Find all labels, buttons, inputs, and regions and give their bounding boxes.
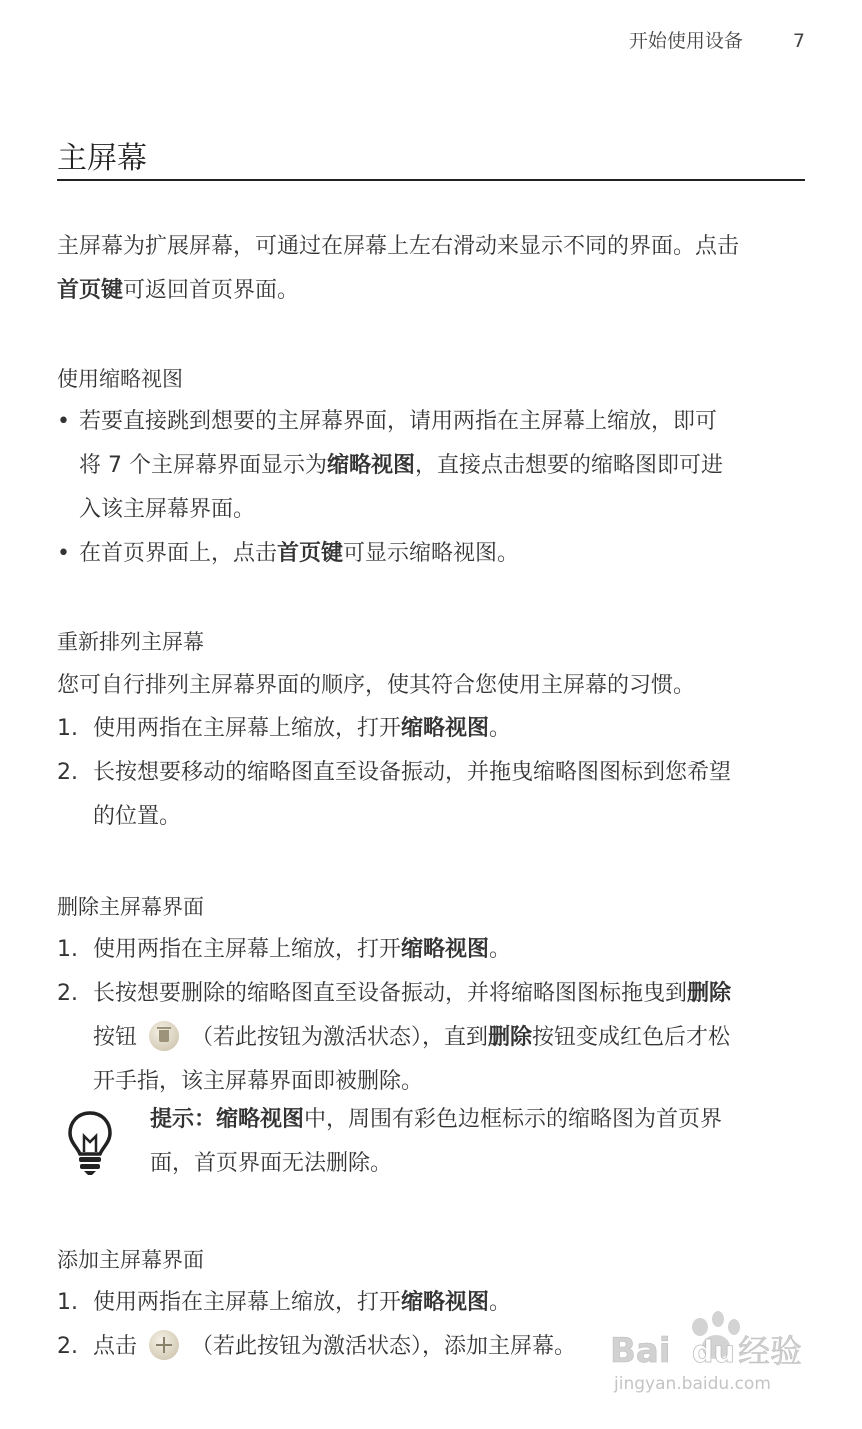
title-rule xyxy=(57,179,805,181)
heading-rearrange: 重新排列主屏幕 xyxy=(57,630,204,654)
home-key-term: 首页键 xyxy=(57,278,124,303)
list-item: • 在首页界面上，点击首页键可显示缩略视图。 xyxy=(57,532,807,576)
list-item: 2. 点击 （若此按钮为激活状态），添加主屏幕。 xyxy=(57,1325,807,1369)
plus-icon xyxy=(149,1330,179,1360)
list-item: 1. 使用两指在主屏幕上缩放，打开缩略视图。 xyxy=(57,1290,512,1315)
bullet: • xyxy=(57,541,70,566)
heading-thumbnail-view: 使用缩略视图 xyxy=(57,367,183,391)
list-item: 1. 使用两指在主屏幕上缩放，打开缩略视图。 xyxy=(57,716,512,741)
svg-text:经验: 经验 xyxy=(738,1332,803,1370)
page-header xyxy=(0,26,805,53)
list-item: 1. 使用两指在主屏幕上缩放，打开缩略视图。 xyxy=(57,937,512,962)
section-title: 主屏幕 xyxy=(57,141,147,176)
baidu-watermark xyxy=(600,1305,810,1395)
svg-text:du: du xyxy=(692,1335,735,1370)
page-number: 7 xyxy=(792,30,805,52)
tip-note: 提示：缩略视图中，周围有彩色边框标示的缩略图为首页界 面，首页界面无法删除。 xyxy=(150,1107,723,1176)
list-item: 2. 长按想要移动的缩略图直至设备振动，并拖曳缩略图图标到您希望 的位置。 xyxy=(57,760,732,829)
svg-text:jingyan.baidu.com: jingyan.baidu.com xyxy=(614,1374,771,1394)
lightbulb-icon xyxy=(66,1110,114,1176)
trash-icon xyxy=(149,1021,179,1051)
svg-text:Bai: Bai xyxy=(610,1331,671,1371)
heading-add: 添加主屏幕界面 xyxy=(57,1248,204,1272)
heading-delete: 删除主屏幕界面 xyxy=(57,895,204,919)
list-item: 2. 长按想要删除的缩略图直至设备振动，并将缩略图图标拖曳到删除 按钮 （若此按钮为激活状态），直到删除按钮变成红色后才松 开手指，该主屏幕界面即被删除。 xyxy=(57,981,732,1094)
chapter-title: 开始使用设备 xyxy=(628,30,743,52)
intro-paragraph: 主屏幕为扩展屏幕，可通过在屏幕上左右滑动来显示不同的界面。点击 首页键可返回首页界面。 xyxy=(57,234,740,303)
rearrange-desc: 您可自行排列主屏幕界面的顺序，使其符合您使用主屏幕的习惯。 xyxy=(57,673,696,698)
bullet: • xyxy=(57,409,70,434)
list-item: • 若要直接跳到想要的主屏幕界面，请用两指在主屏幕上缩放，即可 将 7 个主屏幕界面显示为缩略视图，直接点击想要的缩略图即可进 入该主屏幕界面。 xyxy=(57,400,807,532)
